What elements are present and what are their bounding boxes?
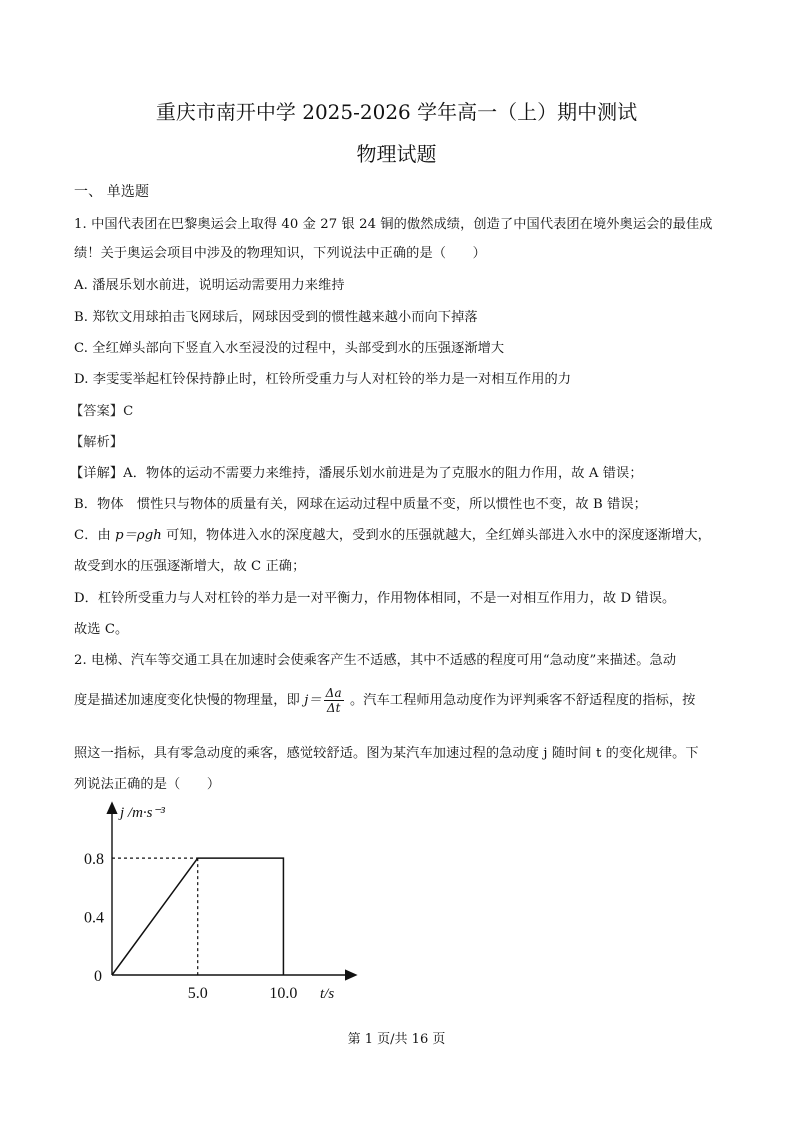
q2-line3: 照这一指标，具有零急动度的乘客，感觉较舒适。图为某汽车加速过程的急动度 j 随时间 t 的变化规律。下	[74, 746, 699, 761]
jerk-formula-numerator: Δa	[325, 686, 342, 700]
q1-detail-c-pre: C．由	[74, 528, 116, 543]
y-axis-label: j /m·s⁻³	[120, 805, 165, 821]
q1-answer: 【答案】C	[70, 404, 134, 419]
jerk-formula-lhs: j＝	[304, 693, 322, 708]
q1-option-c: C. 全红婵头部向下竖直入水至浸没的过程中，头部受到水的压强逐渐增大	[74, 341, 505, 356]
q1-stem-line1: 1. 中国代表团在巴黎奥运会上取得 40 金 27 银 24 铜的傲然成绩，创造了中国代表团在境外奥运会的最佳成	[74, 217, 713, 232]
origin-label: 0	[94, 968, 102, 985]
page-footer: 第 1 页/共 16 页	[347, 1032, 446, 1047]
page-subtitle: 物理试题	[356, 142, 437, 166]
jerk-time-chart	[80, 795, 370, 1010]
page-title: 重庆市南开中学 2025-2026 学年高一（上）期中测试	[155, 100, 638, 124]
jerk-formula-fraction	[324, 686, 344, 715]
q1-detail-c-post: 可知，物体进入水的深度越大，受到水的压强就越大，全红婵头部进入水中的深度逐渐增大，	[161, 528, 711, 543]
jerk-series-line	[112, 858, 283, 975]
q1-detail-a: 【详解】A．物体的运动不需要力来维持，潘展乐划水前进是为了克服水的阻力作用，故 A 错误；	[70, 466, 643, 481]
q2-line2-pre: 度是描述加速度变化快慢的物理量，即	[74, 693, 305, 708]
y-tick-label: 0.8	[84, 851, 104, 869]
x-tick-label: 10.0	[269, 985, 298, 1002]
y-tick-label: 0.4	[84, 909, 104, 927]
q1-stem-line2: 绩！关于奥运会项目中涉及的物理知识，下列说法中正确的是（ ）	[74, 246, 486, 261]
q2-line4: 列说法正确的是（ ）	[74, 777, 221, 792]
q1-option-a: A. 潘展乐划水前进，说明运动需要用力来维持	[74, 278, 345, 293]
q1-detail-d: D．杠铃所受重力与人对杠铃的举力是一对平衡力，作用物体相同，不是一对相互作用力，故 D 错误。	[74, 591, 676, 606]
x-axis-label: t/s	[320, 986, 335, 1002]
q1-option-d: D. 李雯雯举起杠铃保持静止时，杠铃所受重力与人对杠铃的举力是一对相互作用的力	[74, 372, 572, 387]
q1-option-b: B. 郑钦文用球拍击飞网球后，网球因受到的惯性越来越小而向下掉落	[74, 310, 478, 325]
x-tick-label: 5.0	[187, 985, 208, 1002]
pressure-formula: p＝ρgh	[115, 528, 162, 543]
q1-conclusion: 故选 C。	[74, 622, 129, 637]
q2-line2	[74, 686, 695, 715]
q2-line1: 2. 电梯、汽车等交通工具在加速时会使乘客产生不适感，其中不适感的程度可用“急动度”来描述。急动	[74, 653, 677, 668]
section-heading: 一、 单选题	[74, 184, 150, 200]
jerk-formula-denominator: Δt	[326, 701, 341, 715]
q1-detail-c-cont: 故受到水的压强逐渐增大，故 C 正确；	[74, 559, 306, 574]
q2-line2-post: 。汽车工程师用急动度作为评判乘客不舒适程度的指标，按	[345, 693, 696, 708]
q1-detail-c	[74, 524, 711, 543]
q1-detail-b: B．物体 惯性只与物体的质量有关，网球在运动过程中质量不变，所以惯性也不变，故 B 错误；	[74, 497, 647, 512]
q1-analysis-label: 【解析】	[70, 435, 124, 450]
